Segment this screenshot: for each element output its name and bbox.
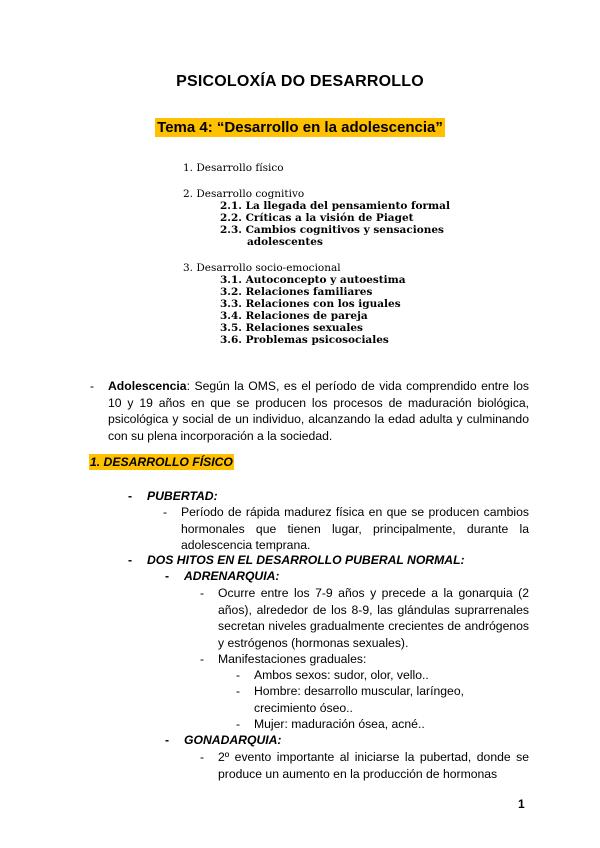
toc-item-3-1: 3.1. Autoconcepto y autoestima <box>220 274 406 286</box>
hitos-dash: - <box>128 553 133 567</box>
toc-item-3-6: 3.6. Problemas psicosociales <box>220 334 389 346</box>
gonadarquia-item1-dash: - <box>200 750 205 764</box>
topic-title: Tema 4: “Desarrollo en la adolescencia” <box>157 119 443 136</box>
toc-item-2-1: 2.1. La llegada del pensamiento formal <box>220 200 450 212</box>
toc-item-2-3-cont: adolescentes <box>247 236 323 248</box>
adrenarquia-item2-dash: - <box>200 652 205 666</box>
hitos-heading: DOS HITOS EN EL DESARROLLO PUBERAL NORMAL: <box>147 553 465 567</box>
topic-title-wrapper <box>0 119 600 137</box>
toc-item-3-5: 3.5. Relaciones sexuales <box>220 322 363 334</box>
intro-term: Adolescencia <box>108 379 187 393</box>
adrenarquia-heading: ADRENARQUIA: <box>184 569 280 583</box>
sub-dash-3: - <box>236 717 241 731</box>
toc-item-1: 1. Desarrollo físico <box>183 162 284 174</box>
toc-item-3-4: 3.4. Relaciones de pareja <box>220 310 368 322</box>
sub-dash-1: - <box>236 668 241 682</box>
document-title: PSICOLOXÍA DO DESARROLLO <box>176 73 424 90</box>
sub-item-2: Hombre: desarrollo muscular, laríngeo, crecimiento óseo.. <box>254 684 464 715</box>
pubertad-item-dash: - <box>163 505 168 519</box>
adrenarquia-item1-dash: - <box>200 586 205 600</box>
intro-paragraph <box>108 378 529 444</box>
adrenarquia-item1: Ocurre entre los 7-9 años y precede a la gonarquia (2 años), alrededor de los 8-9, las glándulas suprarrenales secretan niveles gradualmente crecientes de andrógenos y estrógenos (hormonas sexuales). <box>218 586 529 650</box>
adrenarquia-item2: Manifestaciones graduales: <box>218 652 367 666</box>
adrenarquia-dash: - <box>165 569 170 583</box>
gonadarquia-item1: 2º evento importante al iniciarse la pubertad, donde se produce un aumento en la producción de hormonas <box>218 750 529 781</box>
section-heading-text: 1. DESARROLLO FÍSICO <box>90 455 233 469</box>
toc-item-3-3: 3.3. Relaciones con los iguales <box>220 298 401 310</box>
toc-item-3-2: 3.2. Relaciones familiares <box>220 286 373 298</box>
sub-item-1: Ambos sexos: sudor, olor, vello.. <box>254 668 429 682</box>
toc-item-2-3: 2.3. Cambios cognitivos y sensaciones <box>220 224 444 236</box>
sub-item-3: Mujer: maduración ósea, acné.. <box>254 717 425 731</box>
toc-item-2: 2. Desarrollo cognitivo <box>183 188 305 200</box>
intro-dash: - <box>90 379 95 393</box>
gonadarquia-heading: GONADARQUIA: <box>184 733 282 747</box>
toc-item-2-2: 2.2. Críticas a la visión de Piaget <box>220 212 414 224</box>
sub-dash-2: - <box>236 684 241 698</box>
intro-text: : Según la OMS, es el período de vida comprendido entre los 10 y 19 años en que se producen los procesos de maduración biológica, psicológica y social de un individuo, alcanzando la edad adulta y culminando con su plena incorporación a la sociedad. <box>108 379 529 443</box>
pubertad-dash: - <box>128 489 133 503</box>
toc-item-3: 3. Desarrollo socio-emocional <box>183 262 341 274</box>
pubertad-item: Período de rápida madurez física en que se producen cambios hormonales que tienen lugar, principalmente, durante la adolescencia temprana. <box>181 505 529 552</box>
pubertad-heading: PUBERTAD: <box>147 489 218 503</box>
section-heading <box>89 455 234 469</box>
gonadarquia-dash: - <box>165 733 170 747</box>
page-number: 1 <box>518 797 525 811</box>
